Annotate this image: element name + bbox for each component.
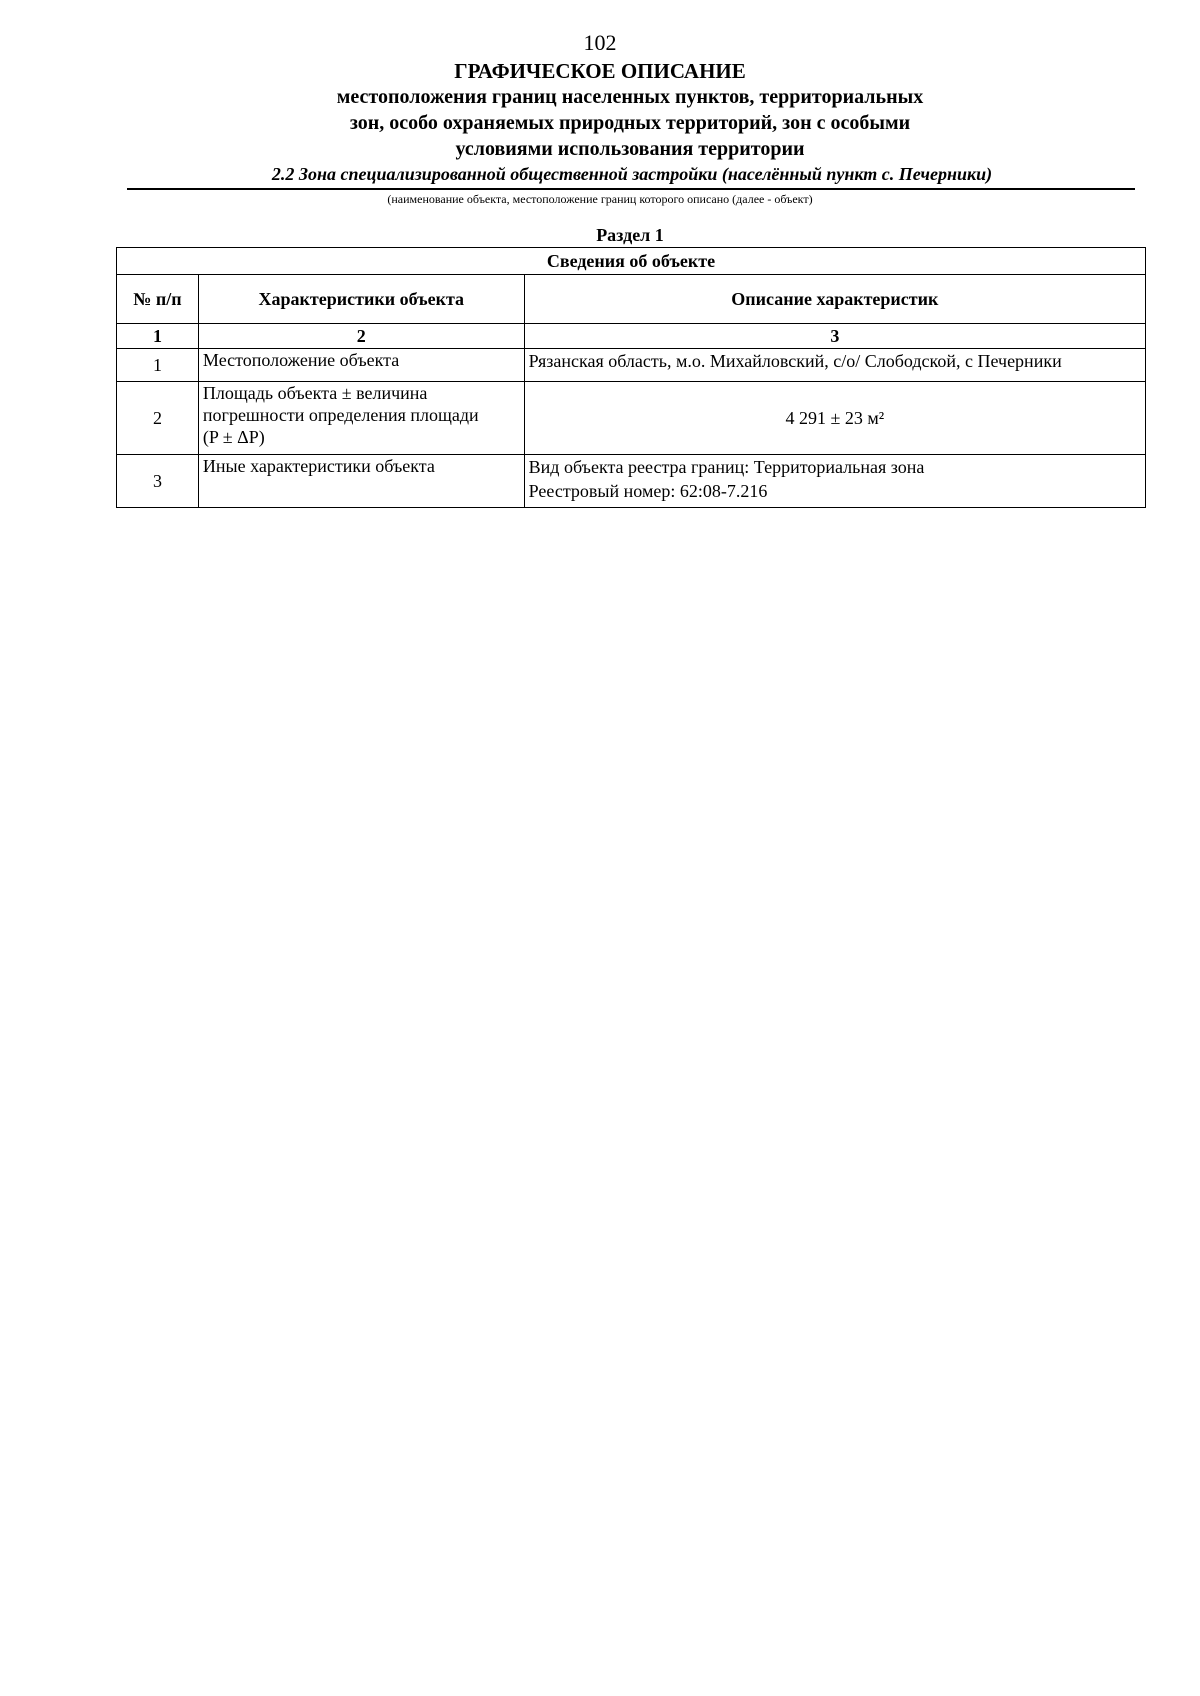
column-number: 1 xyxy=(117,324,199,349)
column-header-number: № п/п xyxy=(117,275,199,324)
row-characteristic xyxy=(198,382,524,455)
description-line: 4 291 ± 23 м² xyxy=(785,407,885,428)
row-description xyxy=(524,349,1145,382)
document-title: ГРАФИЧЕСКОЕ ОПИСАНИЕ xyxy=(454,59,746,83)
description-line: Рязанская область, м.о. Михайловский, с/о/ Слободской, с Печерники xyxy=(528,351,1062,371)
table-row xyxy=(117,382,1146,455)
row-characteristic xyxy=(198,349,524,382)
column-header-characteristics: Характеристики объекта xyxy=(198,275,524,324)
row-description xyxy=(524,455,1145,508)
description-line: Вид объекта реестра границ: Территориальная зона xyxy=(528,457,925,477)
subtitle-line: местоположения границ населенных пунктов, территориальных xyxy=(336,86,924,108)
object-caption: (наименование объекта, местоположение границ которого описано (далее - объект) xyxy=(387,192,813,206)
table-caption: Сведения об объекте xyxy=(117,248,1146,275)
column-number: 3 xyxy=(524,324,1145,349)
table-row xyxy=(117,349,1146,382)
description-line: Реестровый номер: 62:08-7.216 xyxy=(528,481,768,501)
table-row xyxy=(117,455,1146,508)
row-number: 2 xyxy=(117,382,199,455)
row-number: 1 xyxy=(117,349,199,382)
object-name-underline xyxy=(127,188,1135,190)
table-header-row xyxy=(117,275,1146,324)
characteristic-line: Иные характеристики объекта xyxy=(202,456,435,476)
object-name: 2.2 Зона специализированной общественной застройки (населённый пункт с. Печерники) xyxy=(271,164,993,184)
characteristic-line: (P ± ΔP) xyxy=(202,427,265,447)
page-number: 102 xyxy=(583,30,617,55)
section-title: Раздел 1 xyxy=(596,225,664,245)
object-info-table xyxy=(116,247,1146,508)
subtitle-line: зон, особо охраняемых природных территорий, зон с особыми xyxy=(349,112,911,134)
column-header-description: Описание характеристик xyxy=(524,275,1145,324)
characteristic-line: Площадь объекта ± величина xyxy=(202,383,428,403)
column-number-row xyxy=(117,324,1146,349)
subtitle-line: условиями использования территории xyxy=(455,138,805,160)
document-subtitle xyxy=(200,84,1060,162)
column-number: 2 xyxy=(198,324,524,349)
table-caption-row xyxy=(117,248,1146,275)
characteristic-line: погрешности определения площади xyxy=(202,405,479,425)
row-number: 3 xyxy=(117,455,199,508)
row-characteristic xyxy=(198,455,524,508)
row-description xyxy=(524,382,1145,455)
characteristic-line: Местоположение объекта xyxy=(202,350,400,370)
